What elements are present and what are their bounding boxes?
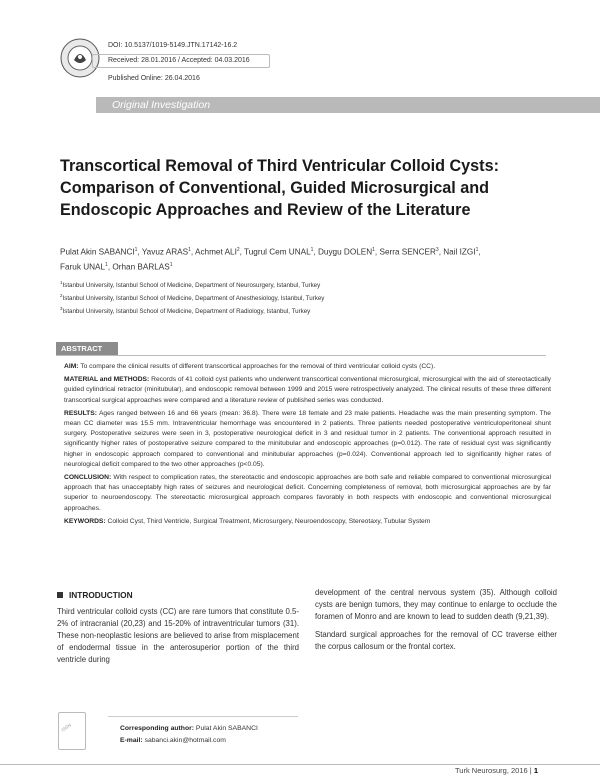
published-online: Published Online: 26.04.2016 [108,75,200,82]
article-title: Transcortical Removal of Third Ventricular Colloid Cysts: Comparison of Conventional, Guided Microsurgical and Endoscopic Approaches and Review of the Literature [60,157,499,219]
abstract-divider [56,355,546,356]
author-list: Pulat Akin SABANCI$^1$, Yavuz ARAS$^1$, Achmet ALI$^2$, Tugrul Cem UNAL$^1$, Duygu DOLEN$^1$, Serra SENCER$^3$, Nail IZGI$^1$, Faruk UNAL$^1$, Orhan BARLAS$^1$ [60,247,481,272]
page-number: 1 [533,766,538,775]
journal-citation: Turk Neurosurg, 2016 [455,766,528,775]
abstract-results: RESULTS: Ages ranged between 16 and 66 years (mean: 36.8). There were 18 female and 23 male patients. Headache was the main presenting symptom. The mean CC diameter was 15.5 mm. Intraventricular hemorrhage was encountered in 2 patients. Three patients needed postoperative ventriculoperitoneal shunt surgery. Postoperative seizures were seen in 3, postoperative neurological deficit in 3 and residual tumor in 2 patients. The conventional approach resulted in significantly higher rates of postoperative seizure compared to the minitubular and endoscopic approaches (p=0.012). The rate of residual cyst was significantly higher in endoscopic approach compared to conventional and minitubular approaches (p=0.024). Conventional approach led to significantly higher rates of neurological deficit compared to the two other approaches (p<0.05). [64,409,551,468]
author: Pulat Akin SABANCI [60,247,135,257]
intro-column-1: Third ventricular colloid cysts (CC) are rare tumors that constitute 0.5-2% of intracranial (20,23) and 15-20% of intraventricular tumors (31). These non-neoplastic lesions are believed to arise from misplacement of endodermal tissue in the anterosuperior portion of the third ventricle during [57,607,299,664]
affiliation: $^1$Istanbul University, Istanbul School of Medicine, Department of Neurosurgery, Istanbul, Turkey [60,280,321,290]
author: Tugrul Cem UNAL [244,247,311,257]
author: Faruk UNAL [60,262,106,272]
page-footer: Turk Neurosurg, 2016 | 1 [455,766,538,775]
email-link[interactable]: sabanci.akin@hotmail.com [144,737,226,744]
affiliation: $^3$Istanbul University, Istanbul School of Medicine, Department of Radiology, Istanbul, Turkey [60,306,311,316]
author: Serra SENCER [379,247,436,257]
footer-divider [0,764,600,765]
watermark-stamp: ISSN [58,712,86,750]
intro-column-2: development of the central nervous system (35). Although colloid cysts are benign tumors, they may continue to enlarge to occlude the foramen of Monro and are known to lead to sudden death (9,21,39). Standard surgical approaches for the removal of CC traverse either the corpus callosum or the frontal cortex. [315,588,557,651]
abstract-conclusion: CONCLUSION: With respect to complication rates, the stereotactic and endoscopic approaches are both safe and reliable compared to conventional microsurgical approach that has unacceptably high rates of seizures and neurological deficit. Concerning completeness of removal, both microsurgical approaches are by far superior to neuroendoscopy. The stereotactic microsurgical approach compares favorably in both respects with endoscopic and conventional microsurgical approaches. [64,474,552,512]
abstract-methods: MATERIAL and METHODS: Records of 41 colloid cyst patients who underwent transcortical conventional microsurgical, microsurgical with the aid of stereotactically guided cylindrical retractor (minitubular), and endoscopic removal between 1999 and 2015 were retrospectively analyzed. The clinical results of these three different transcortical surgical approaches were compared and a literature review of published series was conducted. [64,376,552,404]
abstract-body [64,362,551,530]
author: Achmet ALI [194,247,237,257]
section-bullet-icon [57,592,63,598]
category-banner [96,97,600,113]
introduction-heading: INTRODUCTION [57,590,133,600]
author: Nail IZGI [443,247,476,257]
correspondence-divider [108,716,298,717]
affiliations [60,278,560,317]
abstract-keywords: KEYWORDS: Colloid Cyst, Third Ventricle, Surgical Treatment, Microsurgery, Neuroendoscopy, Stereotaxy, Tubular System [64,517,431,525]
author: Yavuz ARAS [141,247,189,257]
author: Duygu DOLEN [317,247,373,257]
abstract-label: ABSTRACT [56,342,118,356]
received-accepted-dates: Received: 28.01.2016 / Accepted: 04.03.2016 [92,54,270,68]
corresponding-author: Pulat Akin SABANCI [195,725,258,732]
doi: DOI: 10.5137/1019-5149.JTN.17142-16.2 [108,42,238,49]
category-label: Original Investigation [112,99,211,111]
correspondence: Corresponding author: Pulat Akin SABANCI E-mail: sabanci.akin@hotmail.com [120,725,258,744]
affiliation: $^2$Istanbul University, Istanbul School of Medicine, Department of Anesthesiology, Istanbul, Turkey [60,293,325,303]
author: Orhan BARLAS [112,262,170,272]
abstract-aim: AIM: To compare the clinical results of different transcortical approaches for the removal of third ventricular colloid cysts (CC). [64,363,436,370]
